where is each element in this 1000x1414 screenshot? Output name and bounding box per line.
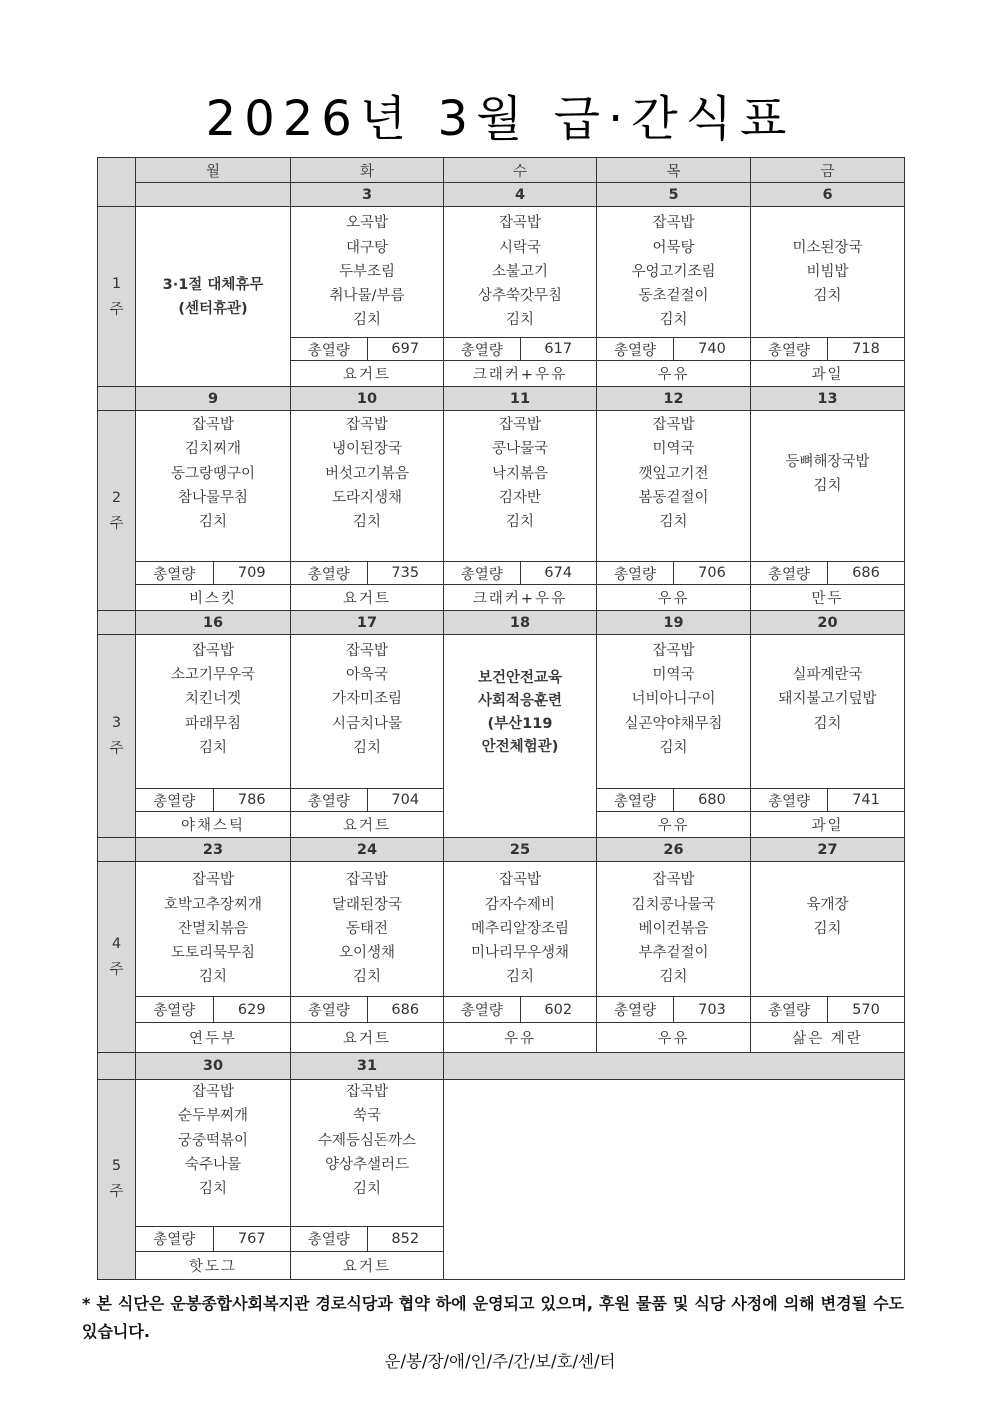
menu-cell: 육개장 김치 (751, 862, 905, 997)
meal-table (97, 157, 905, 1280)
weekday-header-row (98, 158, 905, 183)
snack-cell: 야채스틱 (136, 812, 291, 838)
snack-cell: 만두 (751, 585, 905, 611)
empty-cell (444, 1080, 905, 1280)
menu-cell: 잡곡밥 쑥국 수제등심돈까스 양상추샐러드 김치 (291, 1080, 444, 1227)
calorie-cell: 총열량 718 (751, 338, 905, 361)
menu-row-week-1 (98, 207, 905, 338)
snack-row-week-4 (98, 1023, 905, 1053)
menu-cell: 잡곡밥 달래된장국 동태전 오이생채 김치 (291, 862, 444, 997)
date-cell: 19 (597, 611, 751, 635)
date-cell: 18 (444, 611, 597, 635)
calorie-row-week-4 (98, 997, 905, 1023)
calorie-cell: 총열량 740 (597, 338, 751, 361)
calorie-cell: 총열량 686 (751, 562, 905, 585)
calorie-cell: 총열량 741 (751, 789, 905, 812)
calorie-cell: 총열량 570 (751, 997, 905, 1023)
calorie-cell: 총열량 686 (291, 997, 444, 1023)
menu-cell: 등뼈해장국밥 김치 (751, 411, 905, 562)
calorie-cell: 총열량 709 (136, 562, 291, 585)
calorie-cell: 총열량 704 (291, 789, 444, 812)
snack-cell: 우유 (597, 361, 751, 387)
calorie-cell: 총열량 786 (136, 789, 291, 812)
calorie-cell: 총열량 617 (444, 338, 597, 361)
corner-cell (98, 158, 136, 207)
menu-cell: 실파계란국 돼지불고기덮밥 김치 (751, 635, 905, 789)
snack-cell: 요거트 (291, 1251, 444, 1279)
date-cell: 11 (444, 387, 597, 411)
menu-cell: 오곡밥 대구탕 두부조림 취나물/부름 김치 (291, 207, 444, 338)
date-cell: 12 (597, 387, 751, 411)
event-notice: 보건안전교육 사회적응훈련 (부산119 안전체험관) (444, 635, 597, 838)
snack-cell: 크래커+우유 (444, 585, 597, 611)
week-label: 4 주 (98, 862, 136, 1053)
calorie-cell: 총열량 602 (444, 997, 597, 1023)
snack-cell: 요거트 (291, 361, 444, 387)
menu-row-week-4 (98, 862, 905, 997)
date-cell: 13 (751, 387, 905, 411)
menu-cell: 잡곡밥 콩나물국 낙지볶음 김자반 김치 (444, 411, 597, 562)
menu-cell: 잡곡밥 어묵탕 우엉고기조림 동초겉절이 김치 (597, 207, 751, 338)
menu-cell: 잡곡밥 순두부찌개 궁중떡볶이 숙주나물 김치 (136, 1080, 291, 1227)
date-cell: 27 (751, 838, 905, 862)
menu-cell: 잡곡밥 김치찌개 동그랑땡구이 참나물무침 김치 (136, 411, 291, 562)
date-cell: 26 (597, 838, 751, 862)
page-title: 2026년 3월 급·간식표 (205, 91, 795, 147)
date-cell (136, 183, 291, 207)
date-corner (98, 387, 136, 411)
date-cell: 17 (291, 611, 444, 635)
snack-cell: 요거트 (291, 1023, 444, 1053)
snack-cell: 요거트 (291, 585, 444, 611)
menu-row-week-3 (98, 635, 905, 789)
calorie-cell: 총열량 706 (597, 562, 751, 585)
snack-cell: 비스킷 (136, 585, 291, 611)
snack-cell: 우유 (597, 1023, 751, 1053)
organization-name: 운/봉/장/애/인/주/간/보/호/센/터 (384, 1352, 616, 1371)
menu-cell: 잡곡밥 감자수제비 메추리알장조림 미나리무우생채 김치 (444, 862, 597, 997)
disclaimer-note: * 본 식단은 운봉종합사회복지관 경로식당과 협약 하에 운영되고 있으며, 후원 물품 및 식당 사정에 의해 변경될 수도 있습니다. (82, 1294, 904, 1341)
date-cell: 10 (291, 387, 444, 411)
date-cell: 16 (136, 611, 291, 635)
date-row-week-1 (98, 183, 905, 207)
snack-cell: 크래커+우유 (444, 361, 597, 387)
date-cell: 24 (291, 838, 444, 862)
weekday-mon: 월 (136, 158, 291, 183)
menu-cell: 잡곡밥 소고기무우국 치킨너겟 파래무침 김치 (136, 635, 291, 789)
menu-cell: 잡곡밥 시락국 소불고기 상추쑥갓무침 김치 (444, 207, 597, 338)
menu-cell: 미소된장국 비빔밥 김치 (751, 207, 905, 338)
date-row-week-2 (98, 387, 905, 411)
snack-cell: 과일 (751, 361, 905, 387)
date-row-week-5 (98, 1053, 905, 1080)
week-label: 2 주 (98, 411, 136, 611)
snack-cell: 삶은 계란 (751, 1023, 905, 1053)
menu-cell: 잡곡밥 아욱국 가자미조림 시금치나물 김치 (291, 635, 444, 789)
date-cell-empty (444, 1053, 905, 1080)
date-row-week-3 (98, 611, 905, 635)
date-corner (98, 611, 136, 635)
weekday-thu: 목 (597, 158, 751, 183)
snack-cell: 연두부 (136, 1023, 291, 1053)
date-cell: 3 (291, 183, 444, 207)
weekday-wed: 수 (444, 158, 597, 183)
menu-cell: 잡곡밥 냉이된장국 버섯고기볶음 도라지생채 김치 (291, 411, 444, 562)
snack-cell: 핫도그 (136, 1251, 291, 1279)
week-label: 1 주 (98, 207, 136, 387)
date-cell: 9 (136, 387, 291, 411)
calorie-cell: 총열량 852 (291, 1226, 444, 1251)
snack-cell: 우유 (444, 1023, 597, 1053)
date-corner (98, 838, 136, 862)
snack-cell: 우유 (597, 585, 751, 611)
date-cell: 25 (444, 838, 597, 862)
date-cell: 4 (444, 183, 597, 207)
date-corner (98, 1053, 136, 1080)
calorie-cell: 총열량 697 (291, 338, 444, 361)
snack-row-week-2 (98, 585, 905, 611)
week-label: 5 주 (98, 1080, 136, 1280)
menu-cell: 잡곡밥 미역국 깻잎고기전 봄동겉절이 김치 (597, 411, 751, 562)
menu-cell: 잡곡밥 미역국 너비아니구이 실곤약야채무침 김치 (597, 635, 751, 789)
date-cell: 30 (136, 1053, 291, 1080)
calorie-cell: 총열량 735 (291, 562, 444, 585)
calorie-cell: 총열량 703 (597, 997, 751, 1023)
date-cell: 5 (597, 183, 751, 207)
calorie-cell: 총열량 629 (136, 997, 291, 1023)
week-label: 3 주 (98, 635, 136, 838)
snack-cell: 요거트 (291, 812, 444, 838)
menu-row-week-5 (98, 1080, 905, 1227)
date-cell: 20 (751, 611, 905, 635)
calorie-cell: 총열량 767 (136, 1226, 291, 1251)
snack-cell: 우유 (597, 812, 751, 838)
date-cell: 6 (751, 183, 905, 207)
date-cell: 23 (136, 838, 291, 862)
snack-cell: 과일 (751, 812, 905, 838)
calorie-row-week-2 (98, 562, 905, 585)
weekday-tue: 화 (291, 158, 444, 183)
menu-cell: 잡곡밥 김치콩나물국 베이컨볶음 부추겉절이 김치 (597, 862, 751, 997)
date-cell: 31 (291, 1053, 444, 1080)
date-row-week-4 (98, 838, 905, 862)
menu-cell: 잡곡밥 호박고추장찌개 잔멸치볶음 도토리묵무침 김치 (136, 862, 291, 997)
weekday-fri: 금 (751, 158, 905, 183)
holiday-notice: 3·1절 대체휴무 (센터휴관) (136, 207, 291, 387)
calorie-cell: 총열량 674 (444, 562, 597, 585)
menu-row-week-2 (98, 411, 905, 562)
calorie-cell: 총열량 680 (597, 789, 751, 812)
